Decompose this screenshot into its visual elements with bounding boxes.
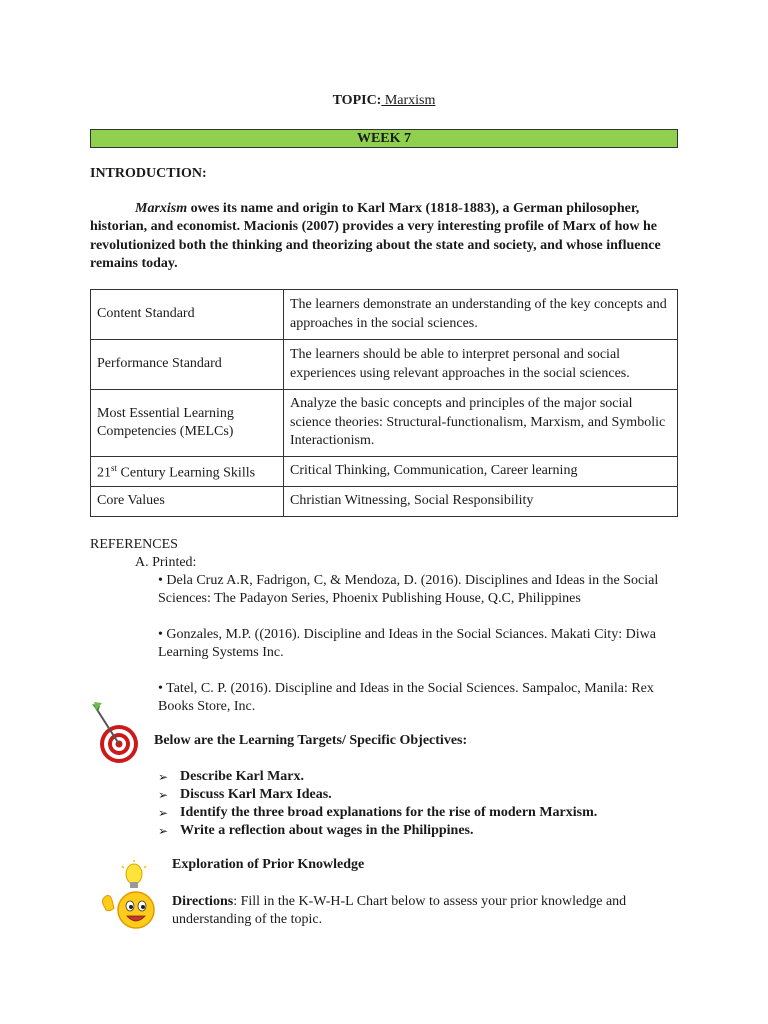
topic-label: TOPIC:: [332, 93, 382, 108]
objective-text: Describe Karl Marx.: [180, 769, 305, 784]
lightbulb-smiley-icon: [94, 860, 158, 932]
objective-text: Write a reflection about wages in the Philippines.: [180, 823, 474, 838]
standard-label: Performance Standard: [91, 340, 284, 390]
introduction-paragraph: [90, 200, 672, 273]
list-item: [158, 804, 597, 822]
introduction-term: Marxism: [135, 201, 188, 216]
reference-item: • Dela Cruz A.R, Fadrigon, C, & Mendoza, D. (2016). Disciplines and Ideas in the Social Sciences: The Padayon Series, Phoenix Publishing House, Q.C, Philippines: [158, 573, 659, 606]
arrow-bullet-icon: ➢: [158, 824, 169, 838]
standard-label: Core Values: [91, 487, 284, 517]
directions-label: Directions: [172, 894, 234, 909]
standards-table: [90, 289, 678, 517]
standard-value: Analyze the basic concepts and principles of the major social science theories: Structural-functionalism, Marxism, and Symbolic Interactionism.: [284, 390, 678, 457]
label-superscript: st: [111, 463, 118, 474]
week-banner: WEEK 7: [90, 129, 678, 148]
reference-item: • Gonzales, M.P. ((2016). Discipline and Ideas in the Social Sciances. Makati City: Diwa Learning Systems Inc.: [158, 627, 656, 660]
introduction-text: owes its name and origin to Karl Marx (1818-1883), a German philosopher, historian, and economist. Macionis (2007) provides a very interesting profile of Marx of how he revolutionized both the thinking and theorizing about the state and society, and whose influence remains today.: [90, 201, 661, 271]
standard-value: Critical Thinking, Communication, Career learning: [284, 457, 678, 487]
arrow-bullet-icon: ➢: [158, 770, 169, 784]
list-item: [158, 786, 597, 804]
list-item: [158, 768, 597, 786]
list-item: [158, 822, 597, 840]
standard-label: Content Standard: [91, 290, 284, 340]
references-section-printed: A. Printed:: [135, 555, 197, 570]
references-heading: REFERENCES: [90, 537, 178, 552]
introduction-heading: INTRODUCTION:: [90, 166, 207, 181]
table-row: [91, 457, 678, 487]
standard-label: [91, 457, 284, 487]
topic-value: Marxism: [381, 93, 436, 108]
table-row: [91, 487, 678, 517]
exploration-heading: Exploration of Prior Knowledge: [172, 857, 365, 872]
directions-paragraph: [172, 893, 672, 929]
arrow-bullet-icon: ➢: [158, 788, 169, 802]
learning-targets-heading: Below are the Learning Targets/ Specific Objectives:: [154, 733, 468, 748]
table-row: [91, 390, 678, 457]
standard-value: The learners demonstrate an understanding of the key concepts and approaches in the social sciences.: [284, 290, 678, 340]
standard-label: Most Essential Learning Competencies (MELCs): [91, 390, 284, 457]
standard-value: Christian Witnessing, Social Responsibility: [284, 487, 678, 517]
objective-text: Discuss Karl Marx Ideas.: [180, 787, 332, 802]
table-row: [91, 290, 678, 340]
directions-text: : Fill in the K-W-H-L Chart below to assess your prior knowledge and understanding of the topic.: [172, 894, 627, 927]
reference-item: • Tatel, C. P. (2016). Discipline and Ideas in the Social Sciences. Sampaloc, Manila: Rex Books Store, Inc.: [158, 681, 654, 714]
table-row: [91, 340, 678, 390]
arrow-bullet-icon: ➢: [158, 806, 169, 820]
standard-value: The learners should be able to interpret personal and social experiences using relevant approaches in the social sciences.: [284, 340, 678, 390]
objective-text: Identify the three broad explanations for the rise of modern Marxism.: [180, 805, 598, 820]
target-icon: [88, 700, 144, 764]
label-part: 21: [97, 466, 111, 482]
objectives-list: [158, 768, 597, 840]
label-part: Century Learning Skills: [117, 466, 256, 482]
page-topic: [0, 93, 768, 109]
